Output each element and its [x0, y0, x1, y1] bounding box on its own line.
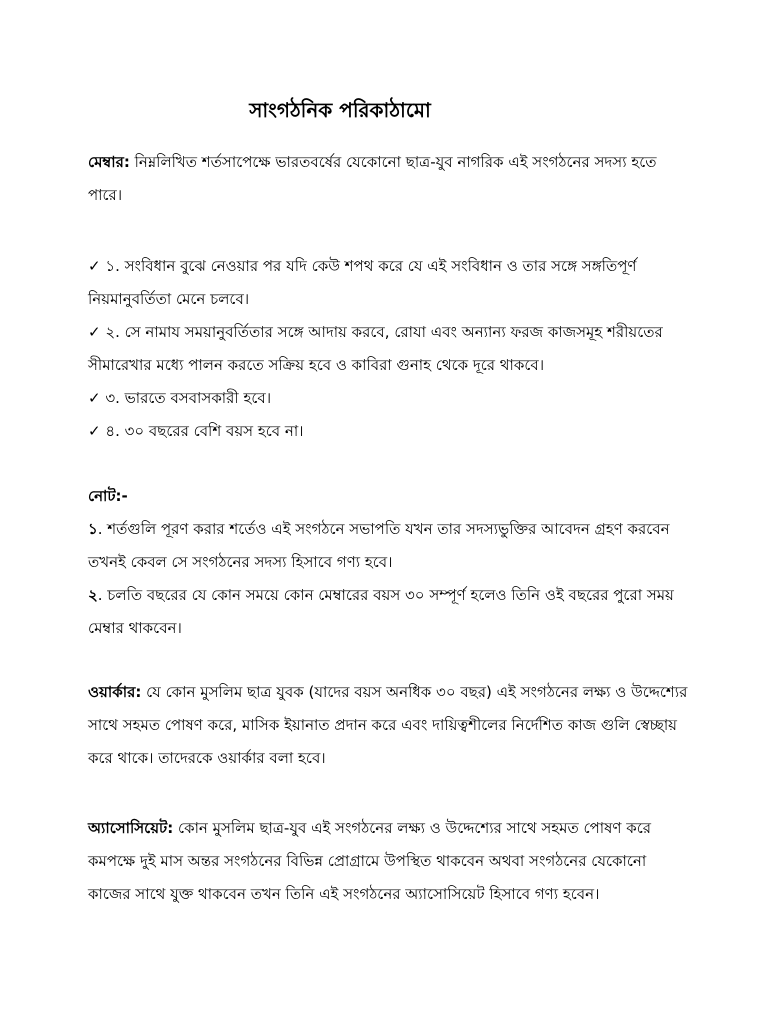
condition-item: ✓ ৩. ভারতে বসবাসকারী হবে।	[88, 389, 272, 407]
member-section	[88, 146, 688, 212]
condition-item: ✓ ৪. ৩০ বছরের বেশি বয়স হবে না।	[88, 422, 304, 440]
condition-item: ✓ ২. সে নামায সময়ানুবর্তিতার সঙ্গে আদায় করবে, রোযা এবং অন্যান্য ফরজ কাজসমূহ শরীয়তের সীমারেখার মধ্যে পালন করতে সক্রিয় হবে ও কাবিরা গুনাহ থেকে দূরে থাকবে।	[88, 323, 663, 374]
member-label: মেম্বার:	[88, 153, 130, 171]
note-item-number: ১	[88, 520, 98, 538]
note-item	[88, 579, 688, 645]
member-paragraph	[88, 146, 688, 212]
associate-paragraph	[88, 812, 688, 911]
note-item-number: ২	[88, 586, 98, 604]
conditions-list	[88, 250, 688, 448]
worker-paragraph	[88, 676, 688, 775]
worker-text: যে কোন মুসলিম ছাত্র যুবক (যাদের বয়স অনধিক ৩০ বছর) এই সংগঠনের লক্ষ্য ও উদ্দেশ্যের সাথে সহমত পোষণ করে, মাসিক ইয়ানাত প্রদান করে এবং দায়িত্বশীলের নির্দেশিত কাজ গুলি স্বেচ্ছায় করে থাকে। তাদেরকে ওয়ার্কার বলা হবে।	[88, 683, 688, 767]
condition-item: ✓ ১. সংবিধান বুঝে নেওয়ার পর যদি কেউ শপথ করে যে এই সংবিধান ও তার সঙ্গে সঙ্গতিপূর্ণ নিয়মানুবর্তিতা মেনে চলবে।	[88, 257, 637, 308]
page-title: সাংগঠনিক পরিকাঠামো	[249, 98, 431, 122]
note-item	[88, 513, 688, 579]
note-label: নোট:-	[88, 487, 128, 505]
note-item-text: . শর্তগুলি পূরণ করার শর্তেও এই সংগঠনে সভাপতি যখন তার সদস্যভুক্তির আবেদন গ্রহণ করবেন তখনই কেবল সে সংগঠনের সদস্য হিসাবে গণ্য হবে।	[88, 520, 670, 571]
associate-text: কোন মুসলিম ছাত্র-যুব এই সংগঠনের লক্ষ্য ও উদ্দেশ্যের সাথে সহমত পোষণ করে কমপক্ষে দুই মাস অন্তর সংগঠনের বিভিন্ন প্রোগ্রামে উপস্থিত থাকবেন অথবা সংগঠনের যেকোনো কাজের সাথে যুক্ত থাকবেন তখন তিনি এই সংগঠনের অ্যাসোসিয়েট হিসাবে গণ্য হবেন।	[88, 819, 652, 903]
note-item-text: . চলতি বছরের যে কোন সময়ে কোন মেম্বারের বয়স ৩০ সম্পূর্ণ হলেও তিনি ওই বছরের পুরো সময় মেম্বার থাকবেন।	[88, 586, 674, 637]
associate-section	[88, 812, 688, 911]
note-section	[88, 480, 688, 645]
worker-label: ওয়ার্কার:	[88, 683, 142, 701]
member-text: নিম্নলিখিত শর্তসাপেক্ষে ভারতবর্ষের যেকোনো ছাত্র-যুব নাগরিক এই সংগঠনের সদস্য হতে পারে।	[88, 153, 657, 204]
associate-label: অ্যাসোসিয়েট:	[88, 819, 174, 837]
worker-section	[88, 676, 688, 775]
